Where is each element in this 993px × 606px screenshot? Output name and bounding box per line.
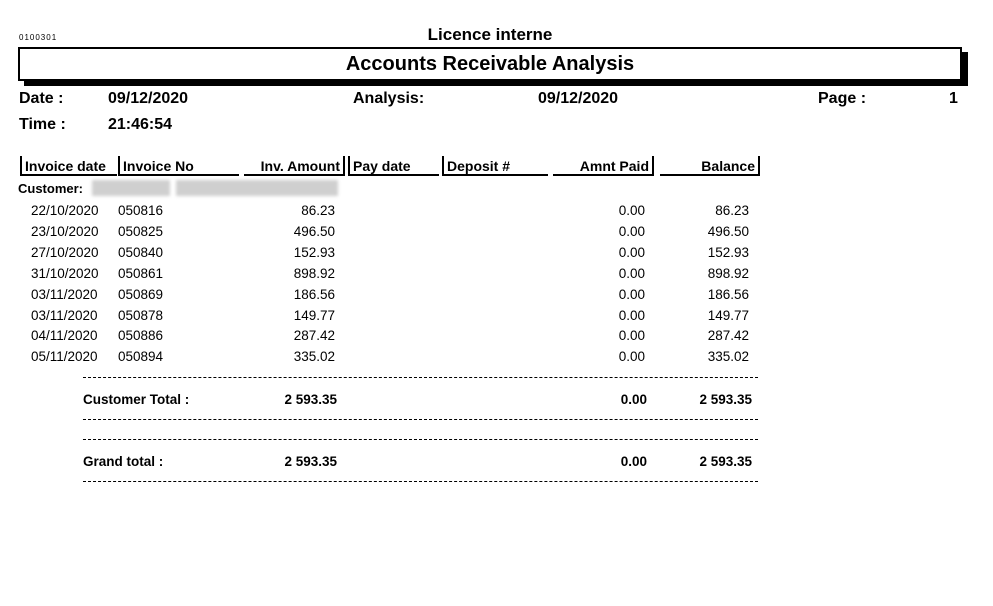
licence-label: Licence interne (427, 25, 553, 44)
row-invoice-no: 050840 (118, 245, 164, 260)
row-invoice-no: 050894 (118, 349, 164, 364)
time-label: Time : (19, 116, 66, 133)
row-balance: 496.50 (707, 224, 749, 239)
date-label: Date : (19, 90, 64, 107)
grand-total-label: Grand total : (83, 454, 164, 469)
row-paid: 0.00 (618, 203, 645, 218)
row-balance: 186.56 (707, 287, 749, 302)
divider (83, 377, 758, 378)
row-date: 27/10/2020 (31, 245, 99, 260)
row-invoice-no: 050825 (118, 224, 164, 239)
row-balance: 152.93 (707, 245, 749, 260)
report-title: Accounts Receivable Analysis (18, 47, 962, 81)
row-date: 03/11/2020 (31, 308, 98, 323)
page-label: Page : (818, 90, 867, 107)
customer-label: Customer: (18, 181, 84, 196)
row-date: 23/10/2020 (31, 224, 99, 239)
date-value: 09/12/2020 (108, 90, 189, 107)
row-paid: 0.00 (618, 266, 645, 281)
column-header-pay-date: Pay date (348, 156, 439, 176)
row-balance: 898.92 (707, 266, 749, 281)
customer-total-balance: 2 593.35 (699, 392, 752, 407)
column-header-balance: Balance (660, 156, 760, 176)
row-date: 31/10/2020 (31, 266, 99, 281)
grand-total-amount: 2 593.35 (284, 454, 337, 469)
time-value: 21:46:54 (108, 116, 173, 133)
row-date: 05/11/2020 (31, 349, 98, 364)
row-amount: 287.42 (293, 328, 335, 343)
customer-id-redacted (92, 180, 170, 196)
row-paid: 0.00 (618, 349, 645, 364)
row-amount: 149.77 (293, 308, 335, 323)
row-date: 03/11/2020 (31, 287, 98, 302)
row-invoice-no: 050816 (118, 203, 164, 218)
row-amount: 335.02 (293, 349, 335, 364)
divider (83, 439, 758, 440)
row-balance: 335.02 (707, 349, 749, 364)
row-invoice-no: 050878 (118, 308, 164, 323)
divider (83, 481, 758, 482)
divider (83, 419, 758, 420)
row-paid: 0.00 (618, 308, 645, 323)
customer-total-amount: 2 593.35 (284, 392, 337, 407)
grand-total-paid: 0.00 (620, 454, 647, 469)
row-amount: 898.92 (293, 266, 335, 281)
row-invoice-no: 050886 (118, 328, 164, 343)
customer-name-redacted (176, 180, 338, 196)
row-paid: 0.00 (618, 328, 645, 343)
analysis-label: Analysis: (353, 90, 425, 107)
customer-total-paid: 0.00 (620, 392, 647, 407)
row-balance: 149.77 (707, 308, 749, 323)
row-paid: 0.00 (618, 224, 645, 239)
row-paid: 0.00 (618, 245, 645, 260)
row-invoice-no: 050869 (118, 287, 164, 302)
analysis-value: 09/12/2020 (538, 90, 619, 107)
row-amount: 152.93 (293, 245, 335, 260)
column-header-amnt-paid: Amnt Paid (553, 156, 654, 176)
column-header-invoice-no: Invoice No (118, 156, 239, 176)
row-balance: 86.23 (715, 203, 749, 218)
row-paid: 0.00 (618, 287, 645, 302)
report-code: 0100301 (19, 33, 58, 42)
row-amount: 186.56 (293, 287, 335, 302)
row-date: 04/11/2020 (31, 328, 98, 343)
grand-total-balance: 2 593.35 (699, 454, 752, 469)
customer-total-label: Customer Total : (83, 392, 190, 407)
row-balance: 287.42 (707, 328, 749, 343)
column-header-invoice-date: Invoice date (20, 156, 117, 176)
row-amount: 496.50 (293, 224, 335, 239)
column-header-inv-amount: Inv. Amount (244, 156, 345, 176)
row-invoice-no: 050861 (118, 266, 164, 281)
column-header-deposit: Deposit # (442, 156, 548, 176)
row-date: 22/10/2020 (31, 203, 99, 218)
page-number: 1 (949, 90, 958, 107)
row-amount: 86.23 (301, 203, 335, 218)
